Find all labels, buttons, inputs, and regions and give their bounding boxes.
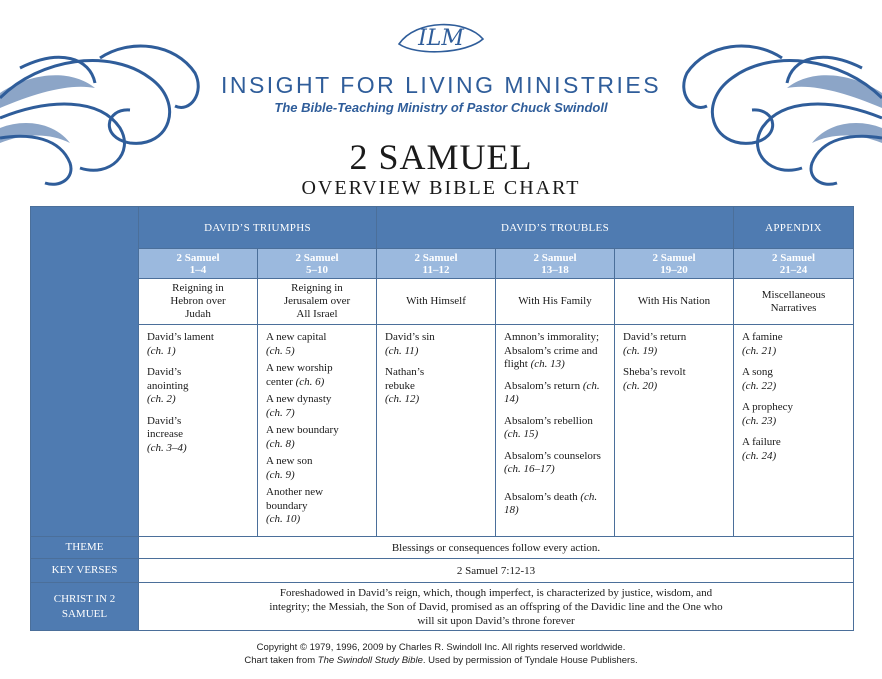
org-name: INSIGHT FOR LIVING MINISTRIES: [220, 72, 662, 98]
list-item: David’s return (ch. 19): [623, 331, 687, 357]
list-item: A prophecy (ch. 23): [742, 401, 794, 427]
section-ref-cell: 2 Samuel 5–10: [258, 249, 377, 279]
section-ref-cell: 2 Samuel 11–12: [377, 249, 496, 279]
section-content: [139, 325, 258, 537]
theme-label: THEME: [31, 537, 139, 559]
section-content: [258, 325, 377, 537]
list-item: A new worship center (ch. 6): [266, 362, 333, 388]
list-item: A new son (ch. 9): [266, 455, 313, 481]
list-item: Absalom’s counselors (ch. 16–17): [504, 449, 601, 475]
list-item: A failure (ch. 24): [742, 436, 781, 462]
list-item: Absalom’s return (ch. 14): [504, 379, 600, 405]
christ-text: Foreshadowed in David’s reign, which, though imperfect, is characterized by justice, wisdom, and integrity; the Messiah, the Son of David, promised as an offspring of the Davidic line and the One who will sit upon David’s throne forever: [139, 583, 854, 631]
section-content: [496, 325, 615, 537]
ilm-logo-icon: [391, 14, 491, 60]
christ-row: [31, 583, 854, 631]
overview-chart-table: [30, 206, 854, 631]
list-item: Amnon’s immorality; Absalom’s crime and flight (ch. 13): [504, 331, 600, 370]
section-subtitle: With His Nation: [615, 279, 734, 325]
section-content: [377, 325, 496, 537]
group-header-appendix: APPENDIX: [734, 207, 854, 249]
key-verses-text: 2 Samuel 7:12-13: [139, 559, 854, 583]
section-subtitle: Reigning in Jerusalem over All Israel: [258, 279, 377, 325]
section-ref-cell: 2 Samuel 21–24: [734, 249, 854, 279]
key-verses-row: [31, 559, 854, 583]
source-line: Chart taken from The Swindoll Study Bible. Used by permission of Tyndale House Publishers.: [244, 655, 638, 666]
copyright-line: Copyright © 1979, 1996, 2009 by Charles R. Swindoll Inc. All rights reserved worldwide.: [256, 642, 626, 653]
group-header-troubles: DAVID’S TROUBLES: [377, 207, 734, 249]
section-subtitle: With Himself: [377, 279, 496, 325]
section-ref-cell: 2 Samuel 1–4: [139, 249, 258, 279]
copyright-footer: [0, 641, 882, 667]
book-title: The Swindoll Study Bible: [317, 655, 423, 666]
list-item: Nathan’s rebuke (ch. 12): [385, 366, 425, 405]
list-item: Sheba’s revolt (ch. 20): [623, 366, 686, 392]
section-content: [734, 325, 854, 537]
list-item: A new capital (ch. 5): [266, 331, 327, 357]
list-item: A new dynasty (ch. 7): [266, 393, 332, 419]
section-subtitle: Miscellaneous Narratives: [734, 279, 854, 325]
list-item: David’s anointing (ch. 2): [147, 366, 189, 405]
list-item: A new boundary (ch. 8): [266, 424, 339, 450]
side-header-block: [31, 207, 139, 537]
section-subtitle: With His Family: [496, 279, 615, 325]
page-subtitle: OVERVIEW BIBLE CHART: [301, 177, 581, 199]
section-ref-cell: 2 Samuel 19–20: [615, 249, 734, 279]
key-verses-label: KEY VERSES: [31, 559, 139, 583]
reference-row: [31, 249, 854, 279]
logo-lettering: ILM: [418, 26, 464, 51]
section-content: [615, 325, 734, 537]
christ-label: CHRIST IN 2 SAMUEL: [31, 583, 139, 631]
list-item: A song (ch. 22): [742, 366, 777, 392]
content-row: [31, 325, 854, 537]
list-item: Absalom’s rebellion (ch. 15): [504, 414, 593, 440]
list-item: A famine (ch. 21): [742, 331, 783, 357]
list-item: David’s sin (ch. 11): [385, 331, 435, 357]
list-item: Another new boundary (ch. 10): [266, 486, 324, 525]
tagline: The Bible-Teaching Ministry of Pastor Chuck Swindoll: [274, 100, 608, 115]
list-item: David’s increase (ch. 3–4): [147, 414, 187, 454]
section-subtitle: Reigning in Hebron over Judah: [139, 279, 258, 325]
theme-row: [31, 537, 854, 559]
subtitle-row: [31, 279, 854, 325]
page-title: 2 SAMUEL: [349, 137, 533, 177]
section-ref-cell: 2 Samuel 13–18: [496, 249, 615, 279]
list-item: David’s lament (ch. 1): [147, 331, 214, 357]
list-item: Absalom’s death (ch. 18): [504, 490, 598, 516]
group-header-triumphs: DAVID’S TRIUMPHS: [139, 207, 377, 249]
theme-text: Blessings or consequences follow every action.: [139, 537, 854, 559]
